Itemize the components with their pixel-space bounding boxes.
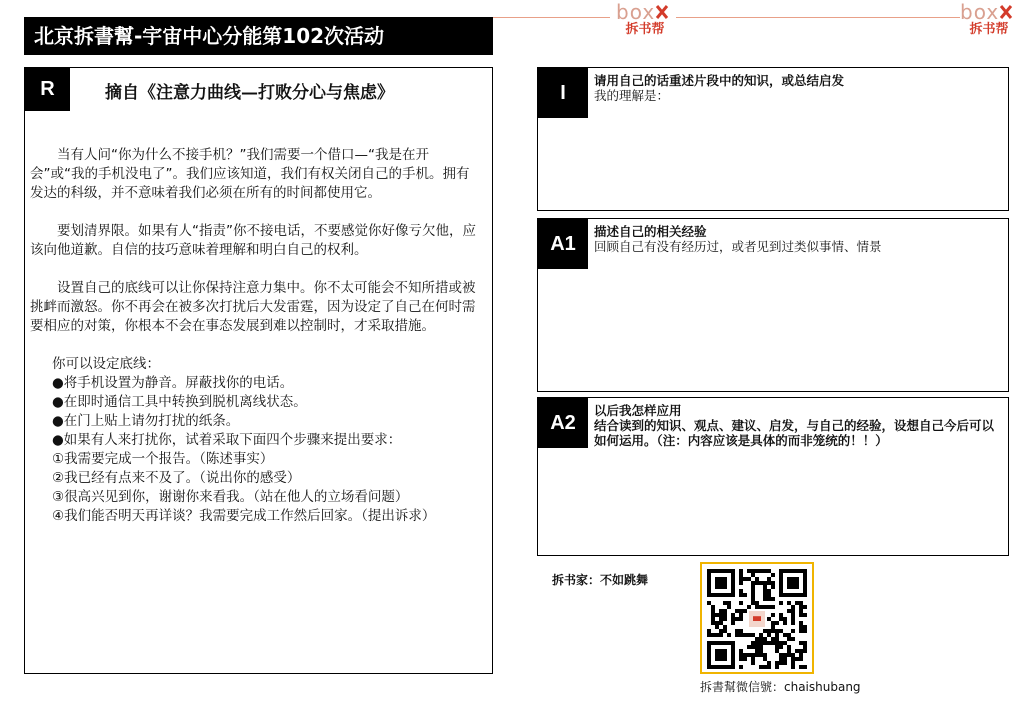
qr-code: [700, 562, 814, 674]
brand-logo: [610, 0, 680, 44]
box-a1-header: [594, 224, 999, 254]
svg-text:box: box: [616, 0, 656, 24]
excerpt-paragraph: 要划清界限。如果有人“指责”你不接电话，不要感觉你好像亏欠他，应该向他道歉。自信的技巧意味着理解和明白自己的权利。: [30, 223, 476, 258]
box-a2-prompt: 以后我怎样应用: [594, 403, 682, 418]
excerpt-title: 摘自《注意力曲线—打败分心与焦虑》: [105, 83, 394, 103]
box-i-prompt: 请用自己的话重述片段中的知识，或总结启发: [594, 73, 845, 88]
reading-panel: [24, 67, 493, 674]
list-item: ●将手机设置为静音。屏蔽找你的电话。: [52, 375, 294, 391]
box-i-header: [594, 73, 999, 103]
list-item: ②我已经有点来不及了。（说出你的感受）: [52, 470, 301, 486]
excerpt-paragraph: 当有人问“你为什么不接手机？”我们需要一个借口—“我是在开会”或“我的手机没电了”。我们应该知道，我们有权关闭自己的手机。拥有发达的科级，并不意味着我们必须在所有的时间都使用它。: [30, 147, 470, 201]
tips-list: [30, 355, 478, 526]
brand-logo-text: 拆书帮: [625, 22, 665, 37]
box-a2-subprompt: 结合读到的知识、观点、建议、启发，与自己的经验，设想自己今后可以如何运用。（注：内容应该是具体的而非笼统的！！）: [594, 418, 995, 448]
section-tag-a2: A2: [538, 398, 588, 448]
list-item: ●在即时通信工具中转换到脱机离线状态。: [52, 394, 307, 410]
excerpt-body: [30, 146, 478, 526]
list-item: ●如果有人来打扰你，试着采取下面四个步骤来提出要求：: [52, 432, 402, 448]
page-title: 北京拆書幫-宇宙中心分能第102次活动: [24, 17, 493, 55]
section-tag-i: I: [538, 68, 588, 118]
box-a1: [537, 218, 1009, 392]
svg-text:box: box: [960, 0, 1000, 24]
box-i: [537, 67, 1009, 211]
list-item: ③很高兴见到你，谢谢你来看我。（站在他人的立场看问题）: [52, 489, 409, 505]
brand-logo-text: 拆书帮: [969, 22, 1009, 37]
list-item: ①我需要完成一个报告。（陈述事实）: [52, 451, 274, 467]
header-divider: [493, 17, 610, 18]
qr-code-icon: [702, 564, 812, 672]
section-tag-a1: A1: [538, 219, 588, 269]
list-item: ●在门上贴上请勿打扰的纸条。: [52, 413, 240, 429]
box-a1-prompt: 描述自己的相关经验: [594, 224, 707, 239]
box-a1-subprompt: 回顾自己有没有经历过，或者见到过类似事情、情景: [594, 239, 882, 254]
box-i-subprompt: 我的理解是：: [594, 88, 670, 103]
tips-title: 你可以设定底线：: [52, 356, 160, 372]
header-divider: [676, 17, 960, 18]
brand-logo: [954, 0, 1024, 44]
excerpt-paragraph: 设置自己的底线可以让你保持注意力集中。你不太可能会不知所措或被挑衅而激怒。你不再会在被多次打扰后大发雷霆，因为设定了自己在何时需要相应的对策，你根本不会在事态发展到难以控制时，才采取措施。: [30, 280, 476, 334]
box-a2-header: [594, 403, 999, 448]
author-label: 拆书家：不如跳舞: [552, 573, 649, 587]
section-tag-r: R: [25, 68, 70, 111]
list-item: ④我们能否明天再详谈？我需要完成工作然后回家。（提出诉求）: [52, 508, 436, 524]
box-a2: [537, 397, 1009, 556]
wechat-id: 拆書幫微信號：chaishubang: [700, 680, 861, 694]
